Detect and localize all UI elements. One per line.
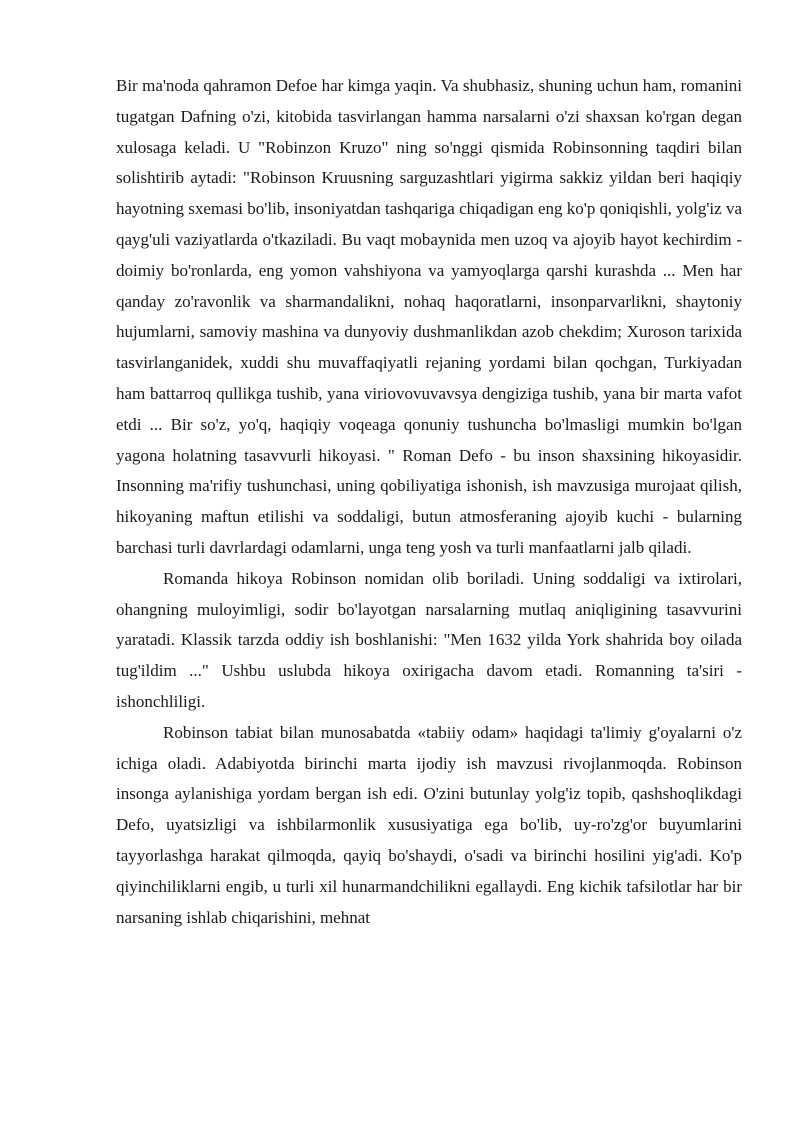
document-page [116,71,742,933]
paragraph-3: Robinson tabiat bilan munosabatda «tabiiy odam» haqidagi ta'limiy g'oyalarni o'z ichiga oladi. Adabiyotda birinchi marta ijodiy ish mavzusi rivojlanmoqda. Robinson insonga aylanishiga yordam bergan ish edi. O'zini butunlay yolg'iz topib, qashshoqlikdagi Defo, uyatsizligi va ishbilarmonlik xususiyatiga ega bo'lib, uy-ro'zg'or buyumlarini tayyorlashga harakat qilmoqda, qayiq bo'shaydi, o'sadi va birinchi hosilini yig'adi. Ko'p qiyinchiliklarni engib, u turli xil hunarmandchilikni egallaydi. Eng kichik tafsilotlar har bir narsaning ishlab chiqarishini, mehnat [116,722,742,927]
paragraph-1: Bir ma'noda qahramon Defoe har kimga yaqin. Va shubhasiz, shuning uchun ham, romanini tugatgan Dafning o'zi, kitobida tasvirlangan hamma narsalarni o'zi shaxsan ko'rgan degan xulosaga keladi. U "Robinzon Kruzo" ning so'nggi qismida Robinsonning taqdiri bilan solishtirib aytadi: "Robinson Kruusning sarguzashtlari yigirma sakkiz yildan beri haqiqiy hayotning sxemasi bo'lib, insoniyatdan tashqariga chiqadigan eng ko'p qoniqishli, yolg'iz va qayg'uli vaziyatlarda o'tkaziladi. Bu vaqt mobaynida men uzoq va ajoyib hayot kechirdim - doimiy bo'ronlarda, eng yomon vahshiyona va yamyoqlarga qarshi kurashda ... Men har qanday zo'ravonlik va sharmandalikni, nohaq haqoratlarni, insonparvarlikni, shaytoniy hujumlarni, samoviy mashina va dunyoviy dushmanlikdan azob chekdim; Xuroson tarixida tasvirlanganidek, xuddi shu muvaffaqiyatli rejaning yordami bilan qochgan, Turkiyadan ham battarroq qullikga tushib, yana viriovovuvavsya dengiziga tushib, yana bir marta vafot etdi ... Bir so'z, yo'q, haqiqiy voqeaga qonuniy tushuncha bo'lmasligi mumkin bo'lgan yagona holatning tasavvurli hikoyasi. " Roman Defo - bu inson shaxsining hikoyasidir. Insonning ma'rifiy tushunchasi, uning qobiliyatiga ishonish, ish mavzusiga murojaat qilish, hikoyaning maftun etilishi va soddaligi, butun atmosferaning ajoyib kuchi - bularning barchasi turli davrlardagi odamlarni, unga teng yosh va turli manfaatlarni jalb qiladi. [116,76,742,557]
paragraph-2: Romanda hikoya Robinson nomidan olib boriladi. Uning soddaligi va ixtirolari, ohangning muloyimligi, sodir bo'layotgan narsalarning mutlaq aniqligining tasavvurini yaratadi. Klassik tarzda oddiy ish boshlanishi: "Men 1632 yilda York shahrida boy oilada tug'ildim ..." Ushbu uslubda hikoya oxirigacha davom etadi. Romanning ta'siri - ishonchliligi. [116,568,742,711]
